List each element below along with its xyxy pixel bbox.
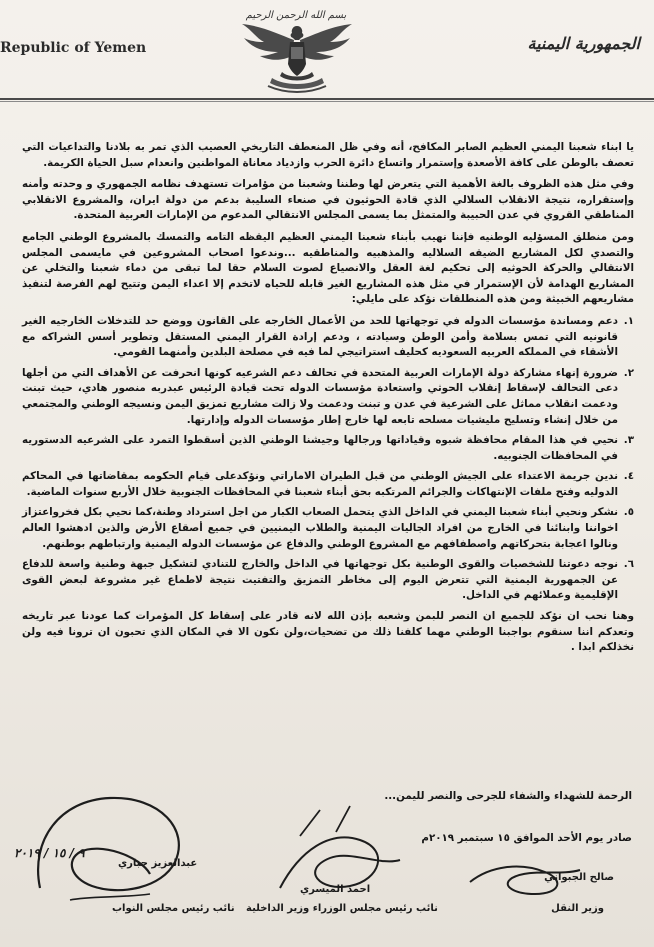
appeal-paragraph: ومن منطلق المسؤليه الوطنيه فإننا نهيب بأبناء شعبنا اليمني العظيم اليقظه التامه والتمسك بالمشروع الوطني الجامع والتصدي لكل المشاريع الضيقه السلاليه والمذهبيه والمناطقيه ...وندعوا اصحاب المشروعين في مايسمى المجلس الانتقالي والحركة الحوثيه إلى تحكيم لغة العقل والانصياع لصوت السلام حقا لما تبقى من دماء شعبنا والتخلي عن المشاريع الهدامة لأن الإستمرار في مثل هذه المشاريع الغير قابله للحياه لاتخدم إلا اعداء اليمن وتتيح لهم الفرصة لتنفيذ مشاريعهم الخبيثة ومن هذه المنطلقات نؤكد على مايلي:	[22, 230, 634, 306]
handwritten-date: ٩ / ١٥ / ٢٠١٩	[14, 846, 85, 860]
basmala: بسم الله الرحمن الرحيم	[245, 10, 347, 21]
points-list	[22, 314, 634, 604]
list-item: ٢. ضرورة إنهاء مشاركة دولة الإمارات العربية المتحدة في تحالف دعم الشرعيه كونها انحرفت عن الأهداف التي من أجلها دعى التحالف لإسقاط إنقلاب الحوثي واستعادة مؤسسات الدوله تحت قيادة الرئيس عبدربه منصور هادي، حيث تبنت ودعمت انقلاب مماثل على الشرعية في عدن و تبنت ودعمت ولا زالت مشاريع تمزيق اليمن ونسيجه الوطني والمجتمعي من خلال إنشاء وتسليح مليشيات مسلحه تابعه لها خارج إطار مؤسسات الدوله وإدارتها.	[22, 366, 634, 426]
eagle-emblem-icon	[238, 20, 356, 96]
signature-maisari-icon	[280, 837, 400, 888]
signer-title-jabwani: وزير النقل	[551, 903, 604, 914]
list-item: ٣. نحيي في هذا المقام محافظة شبوه وقياداتها ورجالها وجيشنا الوطني الذين أسقطوا التمرد على الشرعيه الدستوريه في المحافظات الجنوبيه.	[22, 434, 634, 462]
letterhead-title-ar: الجمهورية اليمنية	[527, 34, 640, 53]
issue-date: صادر يوم الأحد الموافق ١٥ سبتمبر ٢٠١٩م	[421, 832, 632, 844]
signer-name-jabwani: صالح الجبواني	[544, 872, 614, 883]
signer-name-jubari: عبدالعزيز جباري	[118, 858, 198, 869]
statement-body	[22, 140, 634, 662]
closing-line: الرحمة للشهداء والشفاء للجرحى والنصر لليمن...	[384, 790, 632, 802]
list-item: ١. دعم ومساندة مؤسسات الدوله في توجهاتها للحد من الأعمال الخارجه على القانون ووضع حد للتدخلات الخارجيه الغير قانونيه التي تمس بسلامة وأمن الوطن وسيادته ، ودعم إرادة القرار اليمني المستقل وتطوير أسس الشراكه مع الأشقاء في المملكه العربيه السعوديه كحليف استراتيجي لما فيه في مصلحة البلدين وأمنهما القومي.	[22, 314, 634, 359]
signer-name-maisari: احمد الميسري	[300, 884, 371, 895]
header-divider-thin	[0, 101, 654, 102]
signer-title-maisari: نائب رئيس مجلس الوزراء وزير الداخلية	[246, 903, 438, 914]
letterhead-title-en: Republic of Yemen	[0, 40, 147, 56]
intro-paragraph: يا ابناء شعبنا اليمني العظيم الصابر المكافح، أنه وفي ظل المنعطف التاريخي العصيب الذي تمر به بلادنا والتداعيات التي تعصف بالوطن على كافة الأصعدة وإستمرار واتساع دائرة الحرب وازدياد معاناة المواطنين وانعدام سبل الحياة الكريمة.	[22, 141, 634, 169]
signer-title-jubari: نائب رئيس مجلس النواب	[112, 903, 235, 914]
signature-jubari-icon	[38, 798, 179, 890]
context-paragraph: وفي مثل هذه الظروف بالغة الأهمية التي يتعرض لها وطننا وشعبنا من مؤامرات تستهدف نظامه الجمهوري و وحدته وأمنه وإستقراره، نتيجة الانقلاب السلالي الذي قادة الحوثيون في صنعاء السليبة بدعم من دولة ايران، والمشروع الانقلابي المناطقي القروي في عدن الحبيبة والمتمثل بما يسمى المجلس الانتقالي المدعوم من الإمارات العربية المتحدة.	[22, 178, 634, 222]
header-divider	[0, 98, 654, 100]
final-paragraph: وهنا نحب ان نؤكد للجميع ان النصر للبمن وشعبه بإذن الله لانه قادر على إسقاط كل المؤمرات كما عودنا عبر تاريخه وتعدكم اننا سنقوم بواجبنا الوطني مهما كلفنا ذلك من تضحيات،ولن نكون الا في المكان الذي تحبون ان ترونا فيه ولن نخذلكم ابدا .	[22, 610, 634, 654]
letterhead	[0, 0, 654, 100]
list-item: ٥. نشكر ونحيي أبناء شعبنا اليمني في الداخل الذي يتحمل الصعاب الكبار من اجل استرداد وطنة،كما نحيي بكل فخرواعتزاز اخواننا وابنائنا في الخارج من افراد الجاليات اليمنية والطلاب اليمنيين في جميع أصقاع الأرض والذين ادهشوا العالم ونالوا اعجابة بتحركاتهم واصطفافهم مع المشروع الوطني والدفاع عن مؤسسات الدوله اليمنية وارتباطهم بوطنهم.	[22, 506, 634, 550]
list-item: ٦. نوجه دعوتنا للشخصيات والقوى الوطنية بكل توجهاتها في الداخل والخارج للتنادي لتشكيل جبهة وطنية واسعة للدفاع عن الجمهورية اليمنية التي تتعرض اليوم إلى مخاطر التمزيق والتفتيت نتيجة لاطماع غير مشروعة لبعض القوى الإقليمية وعملائهم في الداخل.	[22, 558, 634, 602]
list-item: ٤. ندين جريمة الاعتداء على الجيش الوطني من قبل الطيران الاماراتي ونؤكدعلى قيام الحكومه بمقاضاتها في المحاكم الدوليه وفتح ملفات الإنتهاكات والجرائم المرتكبه بحق أبناء شعبنا في المحافظات الجنوبية خلال الأربع سنوات الماضية.	[22, 470, 634, 498]
